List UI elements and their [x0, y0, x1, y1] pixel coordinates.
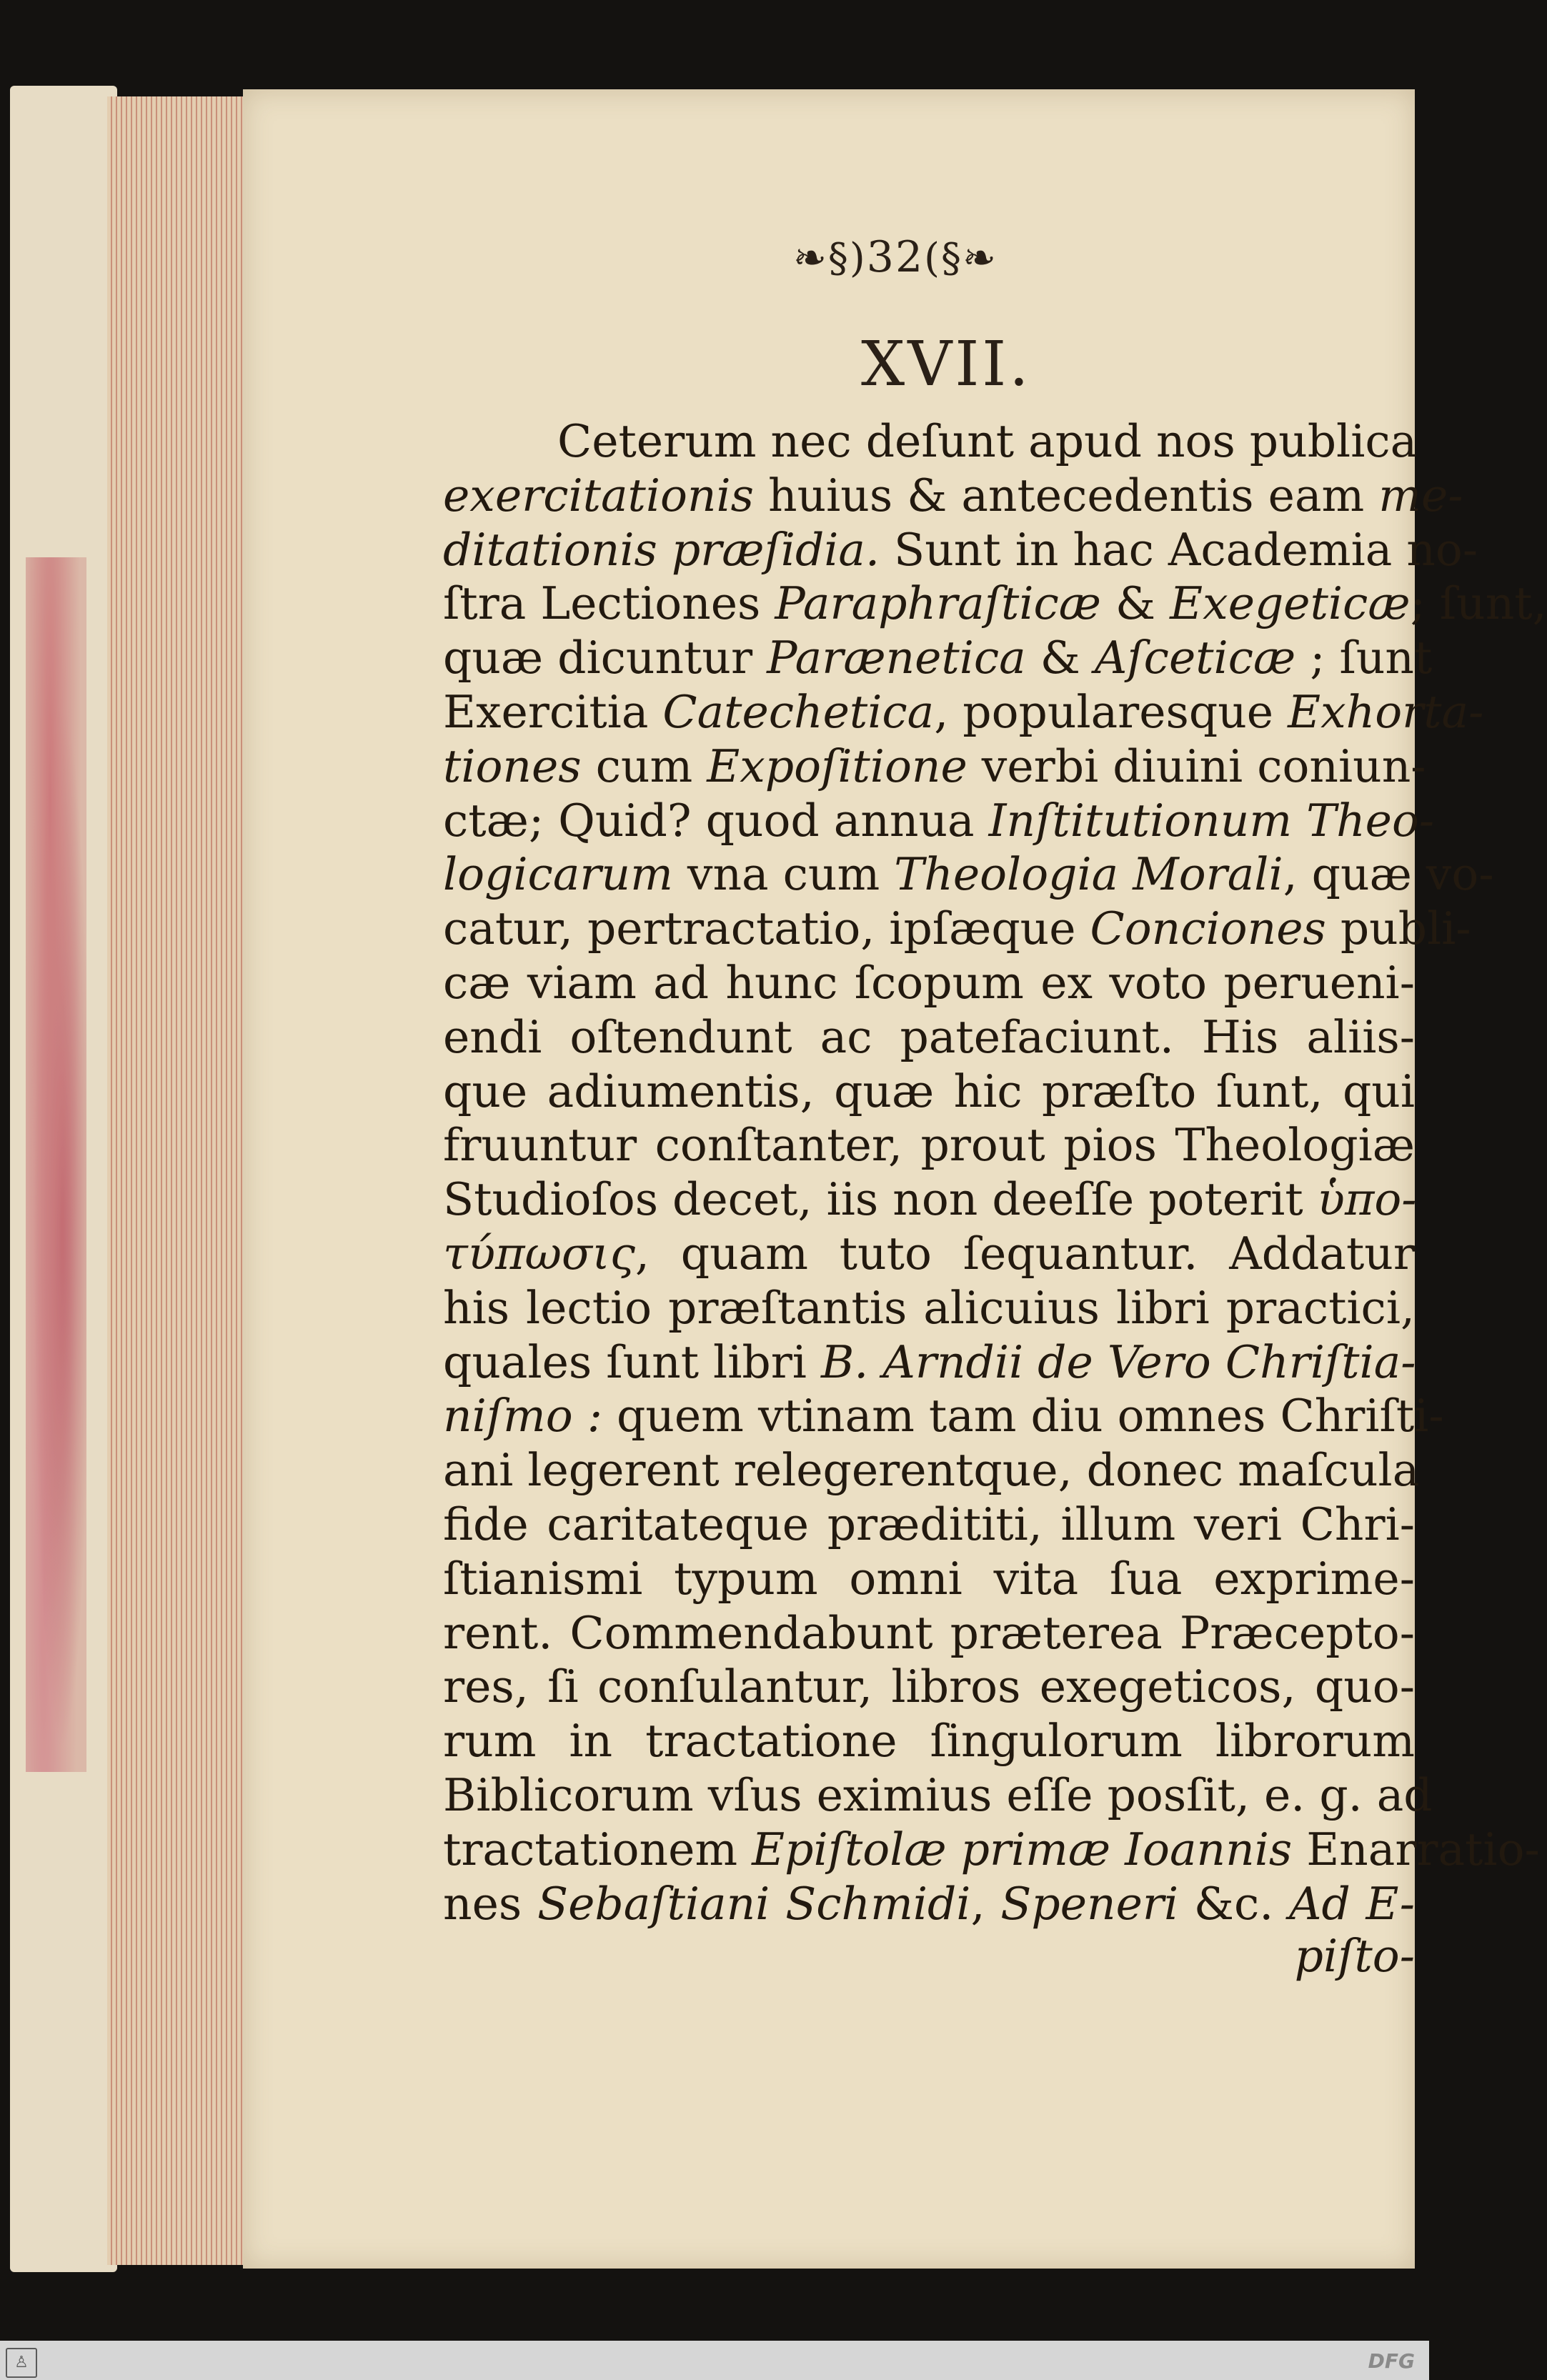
text-line	[443, 1118, 1415, 1172]
text-segment: rum in tractatione ſingulorum librorum	[443, 1715, 1415, 1768]
text-segment: catur, pertractatio, ipſæque	[443, 902, 1090, 955]
text-line	[443, 1552, 1415, 1606]
italic-segment: Sebaſtiani Schmidi	[537, 1877, 971, 1930]
text-segment: ani legerent relegerentque, donec maſcula	[443, 1444, 1420, 1497]
text-segment: Biblicorum vſus eximius eſſe posſit, e. g. ad	[443, 1769, 1433, 1821]
italic-segment: Expoſitione	[707, 740, 968, 792]
marbled-edge	[26, 557, 86, 1772]
text-segment: fruuntur conſtanter, prout pios Theologiæ	[443, 1119, 1415, 1172]
italic-segment: logicarum	[443, 848, 673, 901]
italic-segment: niſmo :	[443, 1390, 602, 1443]
text-segment: ; ſunt	[1295, 632, 1433, 684]
text-segment: quæ dicuntur	[443, 632, 767, 684]
text-segment: cum	[581, 740, 707, 792]
text-line	[443, 1929, 1415, 1983]
text-segment: verbi diuini coniun-	[967, 740, 1426, 792]
italic-segment: Inſtitutionum Theo-	[988, 794, 1435, 847]
viewer-footer-bar	[0, 2341, 1429, 2380]
text-segment: publi-	[1325, 902, 1471, 955]
italic-segment: Catechetica	[662, 686, 935, 738]
ornament-right-icon: (§❧	[924, 235, 998, 282]
text-line	[443, 1768, 1433, 1823]
text-segment: &	[1101, 577, 1170, 630]
italic-segment: Epiſtolæ primæ Ioannis	[752, 1823, 1293, 1876]
text-line	[443, 1065, 1415, 1119]
text-segment: cæ viam ad hunc ſcopum ex voto perueni-	[443, 957, 1415, 1009]
page-block-edges	[107, 96, 250, 2265]
running-head	[793, 232, 998, 282]
section-number: XVII.	[861, 329, 1032, 400]
text-segment: ,	[970, 1877, 1001, 1930]
text-line	[443, 1281, 1415, 1335]
text-line	[443, 577, 1547, 631]
text-segment: ſtianismi typum omni vita ſua exprime-	[443, 1552, 1415, 1605]
text-line	[443, 1498, 1415, 1552]
text-line	[443, 1227, 1415, 1281]
text-line	[443, 1660, 1415, 1714]
text-line	[443, 1877, 1415, 1931]
text-segment: quem vtinam tam diu omnes Chriſti-	[602, 1390, 1444, 1443]
text-line	[443, 1606, 1415, 1660]
text-line	[443, 902, 1471, 956]
italic-segment: Theologia Morali	[894, 848, 1283, 901]
text-segment: ctæ; Quid? quod annua	[443, 794, 989, 847]
text-line	[443, 1714, 1415, 1768]
italic-segment: Exhorta-	[1288, 686, 1484, 738]
italic-segment: piſto-	[1294, 1930, 1415, 1982]
text-line	[443, 740, 1426, 794]
text-segment: Enarratio-	[1292, 1823, 1540, 1876]
text-line	[443, 1389, 1444, 1443]
text-segment: tractationem	[443, 1823, 752, 1876]
text-segment: huius & antecedentis eam	[753, 469, 1379, 522]
text-segment: nes	[443, 1877, 537, 1930]
text-segment: Studioſos decet, iis non deeſſe poterit	[443, 1173, 1318, 1226]
text-segment: &	[1025, 632, 1095, 684]
text-segment: , popularesque	[934, 686, 1288, 738]
italic-segment: exercitationis	[443, 469, 754, 522]
text-line	[443, 1172, 1415, 1227]
text-line	[443, 956, 1415, 1010]
italic-segment: ὑπο-	[1317, 1173, 1417, 1226]
italic-segment: τύπωσις	[443, 1228, 635, 1280]
text-segment: fide caritateque prædititi, illum veri Chri-	[443, 1498, 1415, 1550]
text-segment: res, ſi conſulantur, libros exegeticos, quo-	[443, 1660, 1415, 1713]
italic-segment: Parænetica	[767, 632, 1026, 684]
text-segment: rent. Commendabunt præterea Præcepto-	[443, 1606, 1415, 1659]
text-line	[443, 469, 1463, 523]
italic-segment: me-	[1378, 469, 1463, 522]
text-segment: ſtra Lectiones	[443, 577, 775, 630]
text-line	[443, 414, 1418, 469]
text-line	[443, 631, 1433, 685]
text-segment: &c.	[1178, 1877, 1289, 1930]
text-line	[443, 1823, 1540, 1877]
italic-segment: Aſceticæ	[1094, 632, 1296, 684]
text-segment: his lectio præſtantis alicuius libri practici,	[443, 1281, 1415, 1334]
text-segment: Exercitia	[443, 686, 663, 738]
italic-segment: ditationis præſidia.	[443, 523, 880, 576]
italic-segment: Paraphraſticæ	[775, 577, 1102, 630]
text-line	[443, 685, 1484, 740]
text-line	[443, 1010, 1415, 1065]
text-line	[443, 1443, 1420, 1498]
text-segment: Ceterum nec deſunt apud nos publica	[557, 415, 1418, 467]
text-segment: , quam tuto ſequantur. Addatur	[635, 1228, 1415, 1280]
text-segment: vna cum	[672, 848, 895, 901]
text-segment: endi oſtendunt ac patefaciunt. His aliis-	[443, 1010, 1415, 1063]
text-line	[443, 847, 1494, 902]
text-segment: , quæ vo-	[1283, 848, 1494, 901]
dfg-logo: DFG	[1368, 2349, 1415, 2373]
text-line	[443, 794, 1435, 848]
text-segment: ; ſunt,	[1410, 577, 1547, 630]
text-segment: que adiumentis, quæ hic præſto ſunt, qui	[443, 1065, 1415, 1117]
italic-segment: tiones	[443, 740, 582, 792]
italic-segment: Speneri	[1000, 1877, 1179, 1930]
library-logo-icon: ♙	[6, 2348, 37, 2378]
italic-segment: B. Arndii de Vero Chriſtia-	[820, 1335, 1416, 1388]
page-number: 32	[866, 232, 925, 282]
italic-segment: Ad E-	[1288, 1877, 1415, 1930]
ornament-left-icon: ❧§)	[793, 235, 867, 282]
italic-segment: Exegeticæ	[1170, 577, 1411, 630]
text-segment: quales ſunt libri	[443, 1335, 821, 1388]
text-line	[443, 523, 1478, 577]
text-line	[443, 1335, 1415, 1390]
text-segment: Sunt in hac Academia no-	[880, 523, 1478, 576]
italic-segment: Conciones	[1090, 902, 1326, 955]
